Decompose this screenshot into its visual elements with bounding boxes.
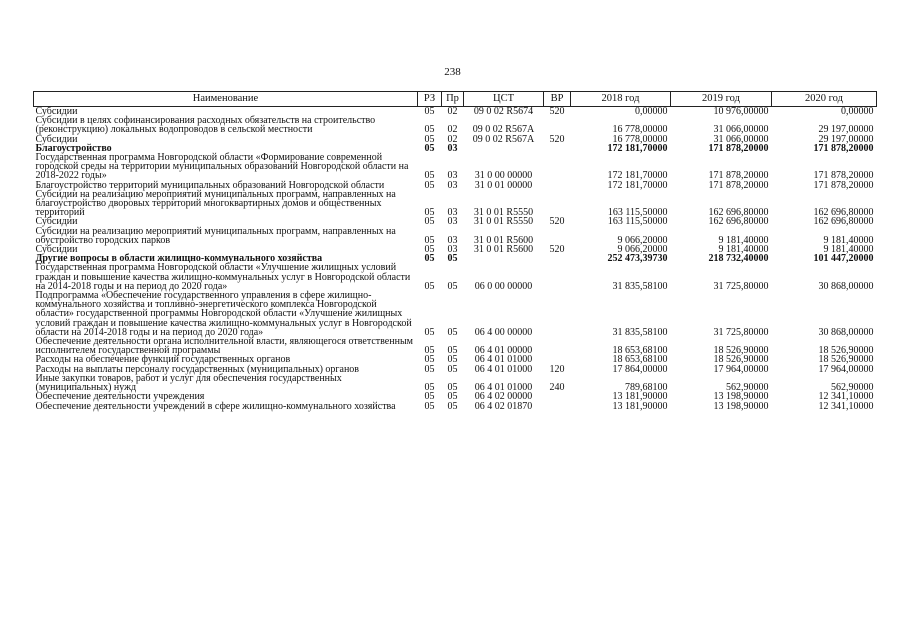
row-pr: 05 [447, 345, 458, 357]
row-value-2019: 171 878,20000 [708, 142, 769, 154]
row-cst: 09 0 02 R567A [472, 124, 535, 136]
row-rz: 05 [424, 234, 435, 246]
row-rz: 05 [424, 326, 435, 338]
row-name: Субсидии на реализацию мероприятий муниципальных программ, направленных на благоустройство дворовых территорий многоквартирных домов и общественных территорий [35, 188, 396, 219]
header-2019: 2019 год [671, 92, 772, 107]
row-value-2020: 30 868,00000 [818, 280, 874, 292]
row-pr: 03 [447, 142, 458, 154]
row-value-2018: 31 835,58100 [612, 326, 668, 338]
row-vr [544, 116, 571, 134]
table-row [34, 153, 877, 181]
row-name: Государственная программа Новгородской области «Улучшение жилищных условий граждан и повышение качества жилищно-коммунальных услуг в Новгородской области на 2014-2018 годы и на период до 2020 года» [35, 262, 411, 292]
row-pr: 05 [447, 382, 458, 394]
row-value-2019: 17 964,00000 [713, 363, 769, 375]
row-cst: 06 4 01 01000 [474, 354, 533, 366]
row-vr: 520 [549, 106, 565, 117]
header-name: Наименование [34, 92, 418, 107]
row-vr [544, 291, 571, 337]
header-2020: 2020 год [772, 92, 877, 107]
row-name: Субсидии [35, 133, 78, 145]
row-value-2019: 13 198,90000 [713, 391, 769, 403]
header-cst: ЦСТ [464, 92, 544, 107]
row-pr: 05 [447, 326, 458, 338]
row-vr: 120 [549, 363, 565, 375]
row-value-2020: 18 526,90000 [818, 345, 874, 357]
row-value-2019: 218 732,40000 [708, 253, 769, 265]
table-row [34, 263, 877, 291]
row-value-2018: 789,68100 [625, 382, 668, 394]
table-row [34, 291, 877, 337]
row-pr: 05 [447, 400, 458, 412]
row-value-2019: 31 066,00000 [713, 124, 769, 136]
row-rz: 05 [424, 216, 435, 228]
row-value-2020: 17 964,00000 [818, 363, 874, 375]
row-pr: 05 [447, 280, 458, 292]
row-value-2020: 562,90000 [831, 382, 874, 394]
row-pr: 03 [447, 179, 458, 191]
row-value-2018: 31 835,58100 [612, 280, 668, 292]
row-value-2020: 29 197,00000 [818, 133, 874, 145]
row-pr: 02 [447, 106, 458, 117]
row-pr: 02 [447, 124, 458, 136]
row-value-2018: 18 653,68100 [612, 354, 668, 366]
row-value-2020: 0,00000 [841, 106, 874, 117]
row-value-2018: 16 778,00000 [612, 133, 668, 145]
row-name: Субсидии [35, 244, 78, 256]
row-value-2018: 163 115,50000 [607, 216, 668, 228]
row-value-2018: 172 181,70000 [607, 179, 668, 191]
row-value-2019: 31 725,80000 [713, 280, 769, 292]
row-value-2019: 10 976,00000 [713, 106, 769, 117]
budget-table [33, 91, 877, 411]
row-pr: 05 [447, 363, 458, 375]
row-cst: 06 4 02 00000 [474, 391, 533, 403]
row-name: Расходы на выплаты персоналу государственных (муниципальных) органов [35, 363, 360, 375]
row-vr [544, 392, 571, 401]
row-pr: 05 [447, 391, 458, 403]
row-cst: 31 0 00 00000 [474, 170, 533, 182]
row-cst: 06 4 01 01000 [474, 382, 533, 394]
row-value-2020: 12 341,10000 [818, 400, 874, 412]
row-vr: 520 [549, 133, 565, 145]
row-vr [544, 402, 571, 411]
row-pr: 03 [447, 234, 458, 246]
row-value-2018: 9 066,20000 [617, 234, 668, 246]
row-name: Подпрограмма «Обеспечение государственного управления в сфере жилищно-коммунального хозяйства и топливно-энергетического комплекса Новгородской области» государственной программы Новгородской области «Улучшение жилищных условий граждан и повышение качества жилищно-коммунальных услуг в Новгородской области на 2014-2018 годы и на период до 2020 года» [35, 290, 412, 338]
row-value-2018: 9 066,20000 [617, 244, 668, 256]
row-vr: 520 [549, 216, 565, 228]
row-cst: 06 4 01 01000 [474, 363, 533, 375]
row-rz: 05 [424, 391, 435, 403]
page-number: 238 [444, 66, 461, 78]
row-vr [544, 263, 571, 291]
table-row [34, 227, 877, 245]
row-value-2020: 9 181,40000 [823, 234, 874, 246]
row-cst: 09 0 02 R567A [472, 133, 535, 145]
table-row [34, 374, 877, 392]
row-rz: 05 [424, 400, 435, 412]
table-row [34, 402, 877, 411]
row-value-2018: 252 473,39730 [607, 253, 668, 265]
row-value-2019: 13 198,90000 [713, 400, 769, 412]
row-cst: 06 4 00 00000 [474, 326, 533, 338]
row-value-2018: 172 181,70000 [607, 170, 668, 182]
row-value-2018: 172 181,70000 [607, 142, 668, 154]
row-rz: 05 [424, 179, 435, 191]
row-pr: 05 [447, 354, 458, 366]
row-value-2020: 30 868,00000 [818, 326, 874, 338]
row-name: Обеспечение деятельности органа исполнительной власти, являющегося ответственным исполнителем государственной программы [35, 336, 413, 357]
row-value-2020: 18 526,90000 [818, 354, 874, 366]
row-value-2019: 31 066,00000 [713, 133, 769, 145]
row-cst: 31 0 01 R5550 [473, 216, 534, 228]
row-vr [544, 190, 571, 218]
row-name: Другие вопросы в области жилищно-коммунального хозяйства [35, 253, 323, 265]
row-vr [544, 337, 571, 355]
table-header-row [34, 92, 877, 107]
row-vr [544, 254, 571, 263]
row-value-2020: 29 197,00000 [818, 124, 874, 136]
row-value-2019: 562,90000 [726, 382, 769, 394]
row-rz: 05 [424, 124, 435, 136]
header-2018: 2018 год [571, 92, 671, 107]
row-value-2018: 13 181,90000 [612, 400, 668, 412]
row-pr: 03 [447, 207, 458, 219]
row-rz: 05 [424, 280, 435, 292]
row-vr [544, 153, 571, 181]
row-cst: 31 0 01 00000 [474, 179, 533, 191]
row-cst: 31 0 01 R5600 [473, 244, 534, 256]
row-name: Субсидии на реализацию мероприятий муниципальных программ, направленных на обустройство городских парков [35, 225, 396, 246]
row-pr: 03 [447, 244, 458, 256]
header-vr: ВР [544, 92, 571, 107]
row-name: Обеспечение деятельности учреждения [35, 391, 205, 403]
row-cst [464, 254, 544, 263]
row-value-2018: 18 653,68100 [612, 345, 668, 357]
row-vr: 240 [549, 382, 565, 394]
header-rz: РЗ [418, 92, 442, 107]
row-cst: 31 0 01 R5550 [473, 207, 534, 219]
row-value-2018: 16 778,00000 [612, 124, 668, 136]
row-value-2020: 101 447,20000 [813, 253, 874, 265]
row-cst: 06 4 02 01870 [474, 400, 533, 412]
table-body [34, 107, 877, 411]
row-value-2019: 9 181,40000 [718, 234, 769, 246]
row-value-2018: 163 115,50000 [607, 207, 668, 219]
row-cst [464, 144, 544, 153]
row-name: Субсидии [35, 106, 78, 117]
row-vr: 520 [549, 244, 565, 256]
row-cst: 09 0 02 R5674 [473, 106, 534, 117]
row-cst: 31 0 01 R5600 [473, 234, 534, 246]
row-value-2019: 9 181,40000 [718, 244, 769, 256]
row-vr [544, 144, 571, 153]
row-value-2020: 171 878,20000 [813, 179, 874, 191]
row-value-2018: 17 864,00000 [612, 363, 668, 375]
row-value-2020: 9 181,40000 [823, 244, 874, 256]
row-rz: 05 [424, 106, 435, 117]
row-name: Субсидии [35, 216, 78, 228]
header-pr: Пр [442, 92, 464, 107]
row-name: Расходы на обеспечение функций государственных органов [35, 354, 291, 366]
row-rz: 05 [424, 170, 435, 182]
row-value-2020: 12 341,10000 [818, 391, 874, 403]
row-cst: 06 0 00 00000 [474, 280, 533, 292]
row-rz: 05 [424, 363, 435, 375]
row-value-2018: 0,00000 [635, 106, 668, 117]
row-value-2019: 18 526,90000 [713, 354, 769, 366]
row-value-2020: 171 878,20000 [813, 170, 874, 182]
row-rz: 05 [424, 133, 435, 145]
row-cst: 06 4 01 00000 [474, 345, 533, 357]
row-name: Иные закупки товаров, работ и услуг для обеспечения государственных (муниципальных) нужд [35, 372, 342, 394]
row-value-2019: 171 878,20000 [708, 179, 769, 191]
row-rz: 05 [424, 253, 435, 265]
row-rz: 05 [424, 207, 435, 219]
row-value-2019: 18 526,90000 [713, 345, 769, 357]
row-value-2020: 171 878,20000 [813, 142, 874, 154]
row-value-2019: 162 696,80000 [708, 216, 769, 228]
row-value-2019: 171 878,20000 [708, 170, 769, 182]
row-name: Обеспечение деятельности учреждений в сфере жилищно-коммунального хозяйства [35, 400, 396, 412]
table-row [34, 337, 877, 355]
row-rz: 05 [424, 354, 435, 366]
row-rz: 05 [424, 382, 435, 394]
row-value-2020: 162 696,80000 [813, 207, 874, 219]
row-name: Благоустройство территорий муниципальных образований Новгородской области [35, 179, 385, 191]
row-vr [544, 181, 571, 190]
row-pr: 05 [447, 253, 458, 265]
row-pr: 02 [447, 133, 458, 145]
row-name: Субсидии в целях софинансирования расходных обязательств на строительство (реконструкцию) локальных водопроводов в сельской местности [35, 115, 376, 136]
row-value-2019: 162 696,80000 [708, 207, 769, 219]
row-rz: 05 [424, 345, 435, 357]
row-rz: 05 [424, 244, 435, 256]
row-vr [544, 227, 571, 245]
row-value-2019: 31 725,80000 [713, 326, 769, 338]
table-row [34, 190, 877, 218]
row-value-2018: 13 181,90000 [612, 391, 668, 403]
row-pr: 03 [447, 216, 458, 228]
row-name: Благоустройство [35, 142, 112, 154]
row-rz: 05 [424, 142, 435, 154]
row-name: Государственная программа Новгородской области «Формирование современной городской среды на территории муниципальных образований Новгородской области на 2018-2022 годы» [35, 152, 409, 182]
row-value-2020: 162 696,80000 [813, 216, 874, 228]
table-row [34, 116, 877, 134]
row-pr: 03 [447, 170, 458, 182]
